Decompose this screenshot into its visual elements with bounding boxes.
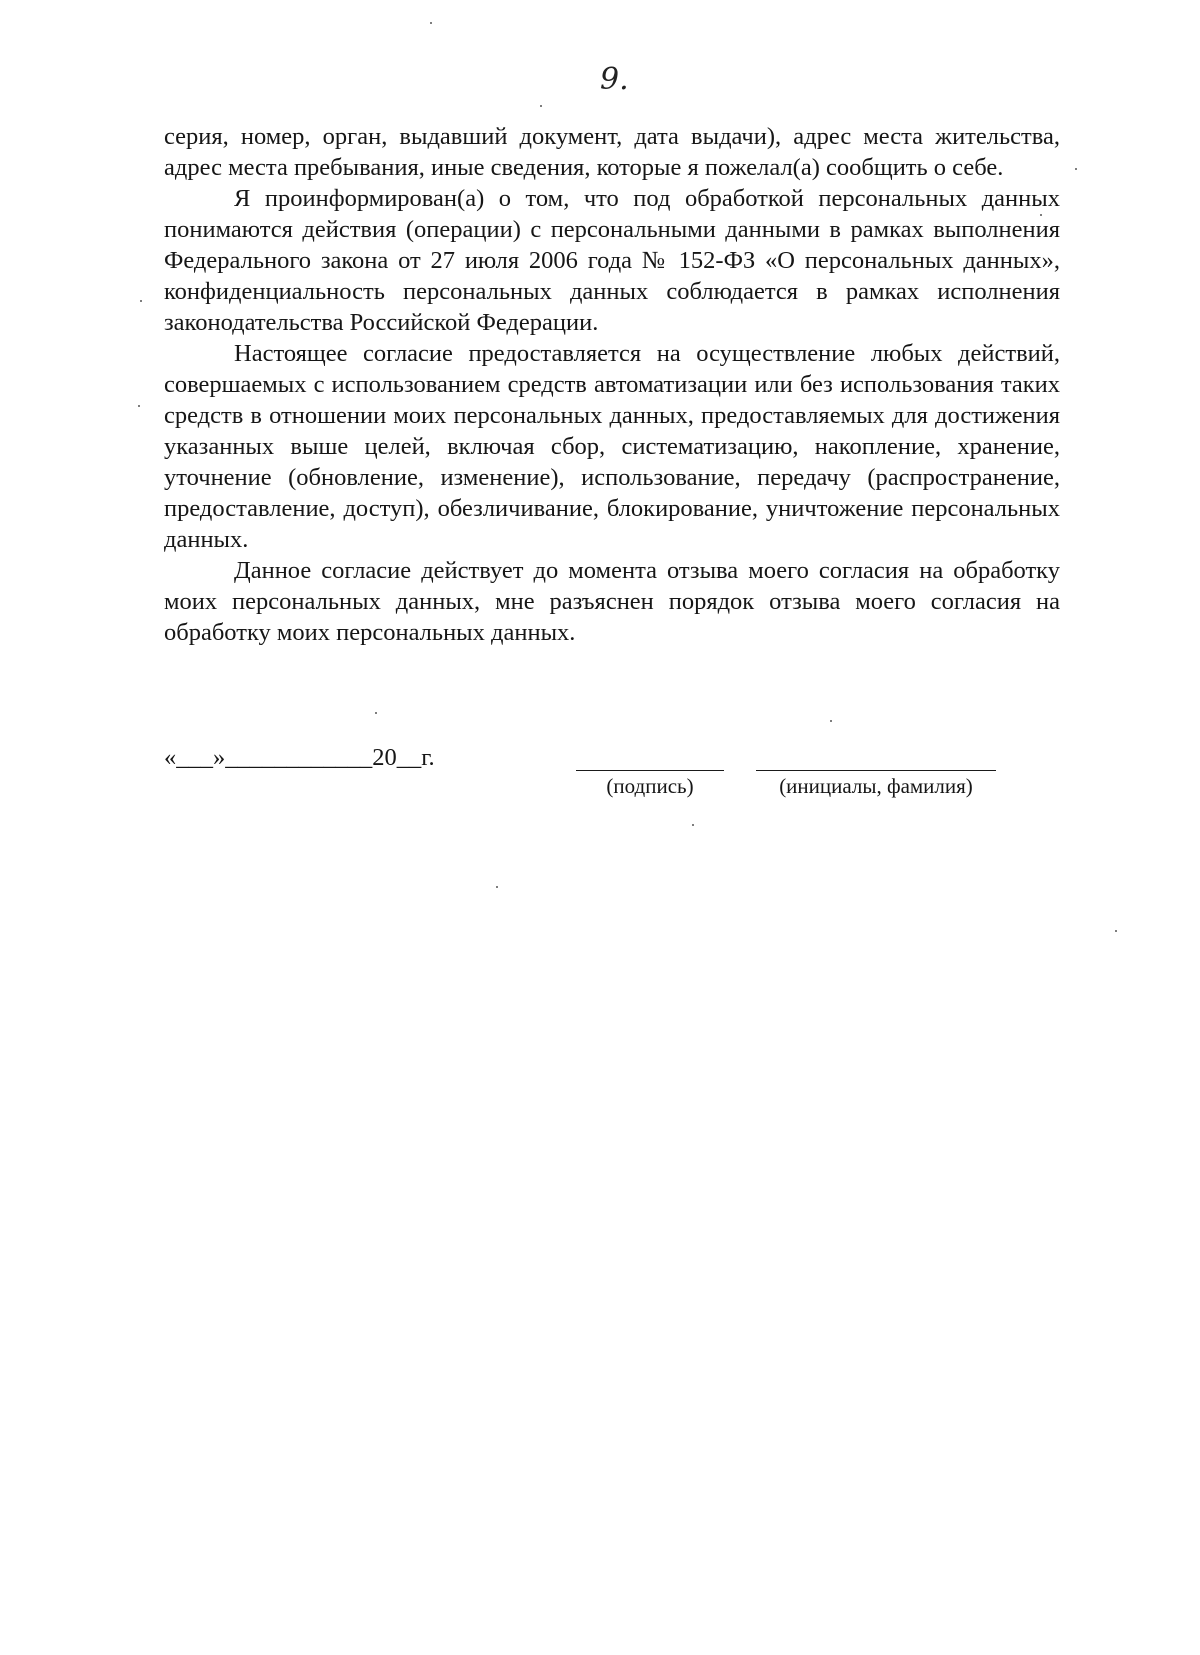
scan-speck <box>430 22 432 24</box>
signature-block <box>576 744 724 799</box>
paragraph-consent-validity: Данное согласие действует до момента отзыва моего согласия на обработку моих персональных данных, мне разъяснен порядок отзыва моего согласия на обработку моих персональных данных. <box>164 557 1060 646</box>
paragraph-continuation: серия, номер, орган, выдавший документ, дата выдачи), адрес места жительства, адрес места пребывания, иные сведения, которые я пожелал(а) сообщить о себе. <box>164 123 1060 181</box>
signature-row <box>0 744 1200 804</box>
name-caption: (инициалы, фамилия) <box>779 774 973 798</box>
page-number: 9. <box>600 62 629 97</box>
scan-speck <box>1075 168 1077 170</box>
paragraph-processing-definition: Я проинформирован(а) о том, что под обработкой персональных данных понимаются действия (операции) с персональными данными в рамках выполнения Федерального закона от 27 июля 2006 года № 152-ФЗ «О персональных данных», конфиденциальность персональных данных соблюдается в рамках исполнения законодательства Российской Федерации. <box>164 185 1060 336</box>
scan-speck <box>140 300 142 302</box>
scan-speck <box>1115 930 1117 932</box>
scan-speck <box>540 105 542 107</box>
scan-speck <box>692 824 694 826</box>
date-field: «___»____________20__г. <box>164 744 435 771</box>
consent-body <box>164 121 1060 648</box>
name-block <box>756 744 996 799</box>
name-line <box>756 744 996 771</box>
scan-speck <box>375 712 377 714</box>
scan-speck <box>830 720 832 722</box>
paragraph-consent-scope: Настоящее согласие предоставляется на осуществление любых действий, совершаемых с использованием средств автоматизации или без использования таких средств в отношении моих персональных данных, предоставляемых для достижения указанных выше целей, включая сбор, систематизацию, накопление, хранение, уточнение (обновление, изменение), использование, передачу (распространение, предоставление, доступ), обезличивание, блокирование, уничтожение персональных данных. <box>164 340 1060 553</box>
signature-caption: (подпись) <box>606 774 694 798</box>
signature-line <box>576 744 724 771</box>
scan-speck <box>496 886 498 888</box>
scan-speck <box>138 405 140 407</box>
scan-speck <box>1040 214 1042 216</box>
